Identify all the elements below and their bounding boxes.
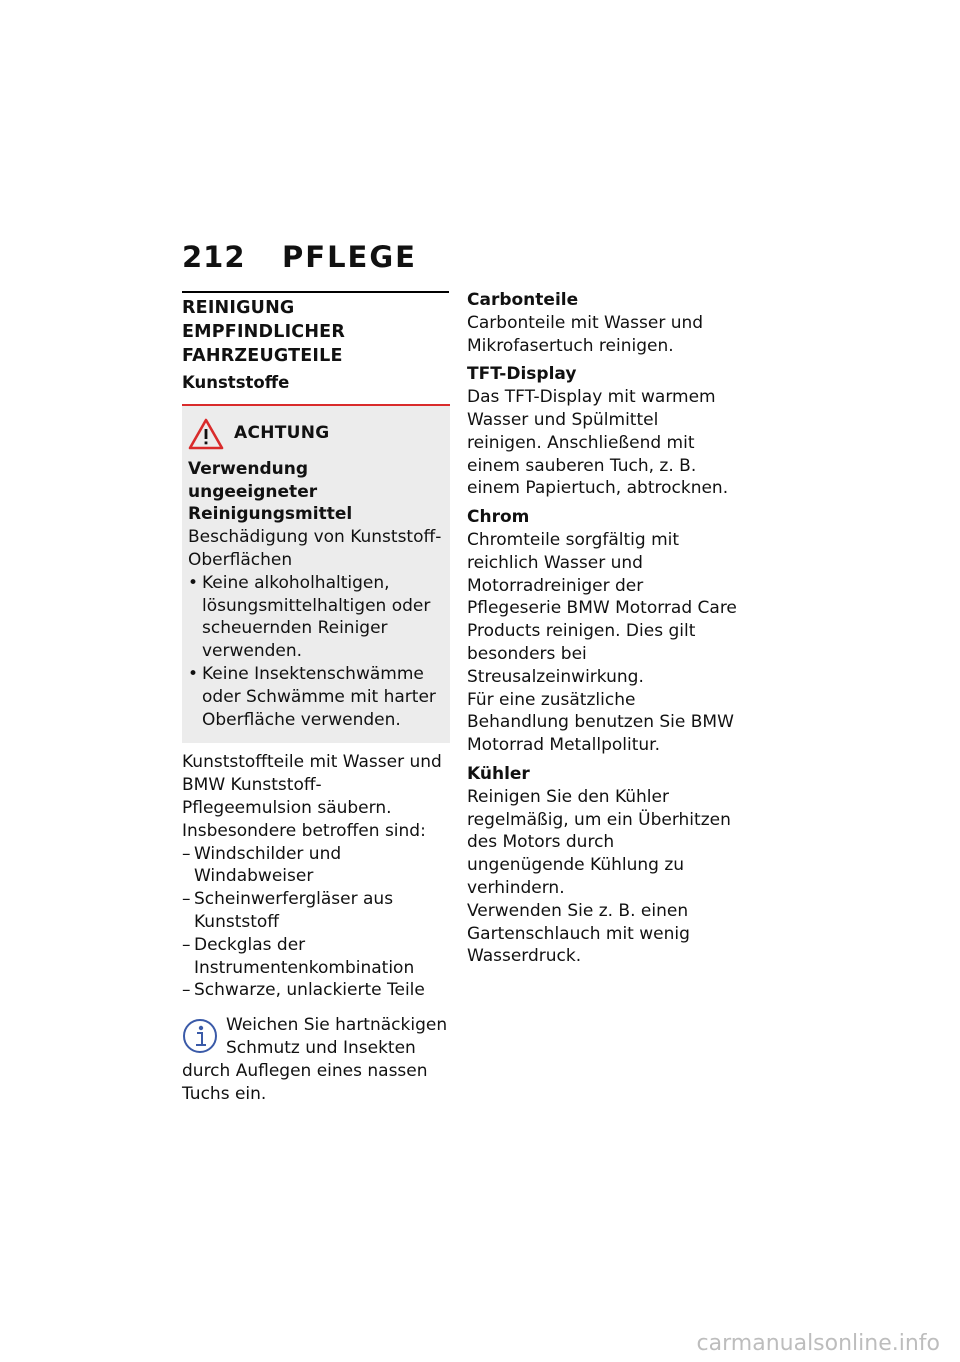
list-item: – Scheinwerfergläser aus Kunststoff: [182, 888, 450, 934]
entry-tft: [467, 363, 737, 500]
section-title-line1: REINIGUNG EMPFINDLICHER: [182, 298, 346, 342]
entry-title: TFT-Display: [467, 364, 577, 385]
entry-title: Carbonteile: [467, 290, 579, 310]
entry-kuehler: [467, 763, 737, 968]
warning-title-line2: Reinigungsmittel: [188, 504, 353, 525]
entry-text: Chromteile sorgfältig mit reichlich Wasser und Motorradreiniger der Pflegeserie BMW Motorrad Care Products reinigen. Dies gilt besonders bei Streusalzeinwirkung.: [467, 529, 737, 687]
subsection-title: Kunststoffe: [182, 373, 290, 392]
info-note: [182, 1014, 450, 1105]
entry-chrom: [467, 506, 737, 757]
page-number: 212: [182, 240, 246, 274]
header-rule: [182, 291, 449, 293]
warning-title-line1: Verwendung ungeeigneter: [188, 458, 318, 502]
right-column: [467, 289, 737, 974]
warning-bullet: • Keine Insektenschwämme oder Schwämme mit harter Oberfläche verwenden.: [188, 663, 442, 731]
warning-label: ACHTUNG: [234, 423, 330, 444]
list-item: – Windschilder und Windabweiser: [182, 843, 450, 889]
entry-text: Verwenden Sie z. B. einen Gartenschlauch mit wenig Wasserdruck.: [467, 900, 690, 967]
warning-title: [188, 458, 442, 526]
entry-text: Für eine zusätzliche Behandlung benutzen Sie BMW Motorrad Metallpolitur.: [467, 689, 734, 756]
warning-header: [188, 418, 442, 450]
entry-text: Carbonteile mit Wasser und Mikrofasertuch reinigen.: [467, 312, 704, 356]
section-title: [182, 296, 450, 368]
warning-bullet: • Keine alkoholhaltigen, lösungsmittelhaltigen oder scheuernden Reiniger verwenden.: [188, 572, 442, 663]
warning-triangle-icon: [188, 418, 224, 450]
entry-text: Das TFT-Display mit warmem Wasser und Spülmittel reinigen. Anschließend mit einem sauberen Tuch, z. B. einem Papiertuch, abtrocknen.: [467, 387, 729, 499]
info-text: Weichen Sie hartnäckigen Schmutz und Insekten durch Auflegen eines nassen Tuchs ein.: [182, 1015, 448, 1104]
warning-consequence: Beschädigung von Kunststoff-Oberflächen: [188, 527, 442, 570]
body-paragraph: Kunststoffteile mit Wasser und BMW Kunststoff-Pflegeemulsion säubern. Insbesondere betroffen sind:: [182, 752, 442, 841]
section-title-line2: FAHRZEUGTEILE: [182, 346, 343, 366]
entry-text: Reinigen Sie den Kühler regelmäßig, um ein Überhitzen des Motors durch ungenügende Kühlung zu verhindern.: [467, 786, 731, 898]
list-item: – Deckglas der Instrumentenkombination: [182, 934, 450, 980]
entry-title: Chrom: [467, 507, 530, 528]
entry-carbon: [467, 289, 737, 357]
list-item: – Schwarze, unlackierte Teile: [182, 979, 450, 1002]
info-icon: [182, 1018, 218, 1054]
warning-box: [182, 404, 450, 744]
watermark: carmanualsonline.info: [696, 1331, 940, 1356]
entry-title: Kühler: [467, 763, 530, 784]
left-column: [182, 296, 450, 1105]
warning-bullet-list: [188, 572, 442, 732]
affected-parts-list: [182, 843, 450, 1003]
section-name: PFLEGE: [282, 240, 417, 274]
